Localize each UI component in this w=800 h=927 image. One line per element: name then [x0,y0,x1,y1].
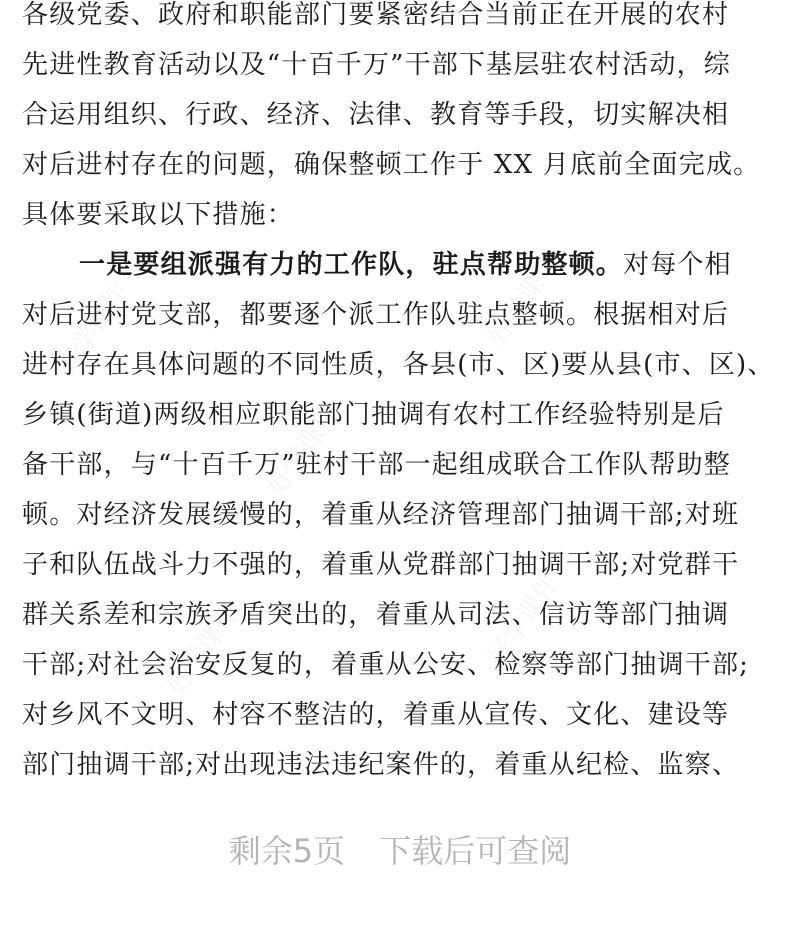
text-line: 备干部，与“十百千万”驻村干部一起组成联合工作队帮助整 [22,450,731,480]
text-line: 部门抽调干部;对出现违法违纪案件的，着重从纪检、监察、 [22,750,740,780]
watermark: 好学课件 [261,398,347,502]
text-line: 进村存在具体问题的不同性质，各县(市、区)要从县(市、区)、 [22,350,775,380]
text-line: 乡镇(街道)两级相应职能部门抽调有农村工作经验特别是后 [22,400,725,430]
watermark: 好学课件 [161,598,247,702]
text-fragment: 对每个相 [623,250,732,280]
paragraph-first-line [22,240,782,290]
point-heading: 一是要组派强有力的工作队，驻点帮助整顿。 [79,250,624,280]
remaining-pages-label: 剩余5页 [228,832,346,870]
text-line: 对后进村存在的问题，确保整顿工作于 XX 月底前全面完成。 [22,150,761,180]
remaining-pages-notice[interactable] [0,826,800,872]
text-line: 顿。对经济发展缓慢的，着重从经济管理部门抽调干部;对班 [22,500,740,530]
text-line: 对乡风不文明、村容不整洁的，着重从宣传、文化、建设等 [22,700,730,730]
watermark: 好学课件 [481,568,567,672]
watermark: 好学课件 [481,248,567,352]
text-line: 群关系差和宗族矛盾突出的，着重从司法、信访等部门抽调 [22,600,730,630]
text-line: 具体要采取以下措施： [22,200,295,230]
text-line: 子和队伍战斗力不强的，着重从党群部门抽调干部;对党群干 [22,550,740,580]
text-line: 合运用组织、行政、经济、法律、教育等手段，切实解决相 [22,100,730,130]
text-line: 各级党委、政府和职能部门要紧密结合当前正在开展的农村 [22,0,730,30]
watermark: 好学课件 [51,278,137,382]
download-hint-label: 下载后可查阅 [379,832,572,870]
text-line: 对后进村党支部，都要逐个派工作队驻点整顿。根据相对后 [22,300,730,330]
text-line: 先进性教育活动以及“十百千万”干部下基层驻农村活动，综 [22,50,731,80]
text-line: 干部;对社会治安反复的，着重从公安、检察等部门抽调干部; [22,650,750,680]
document-body [22,0,782,790]
